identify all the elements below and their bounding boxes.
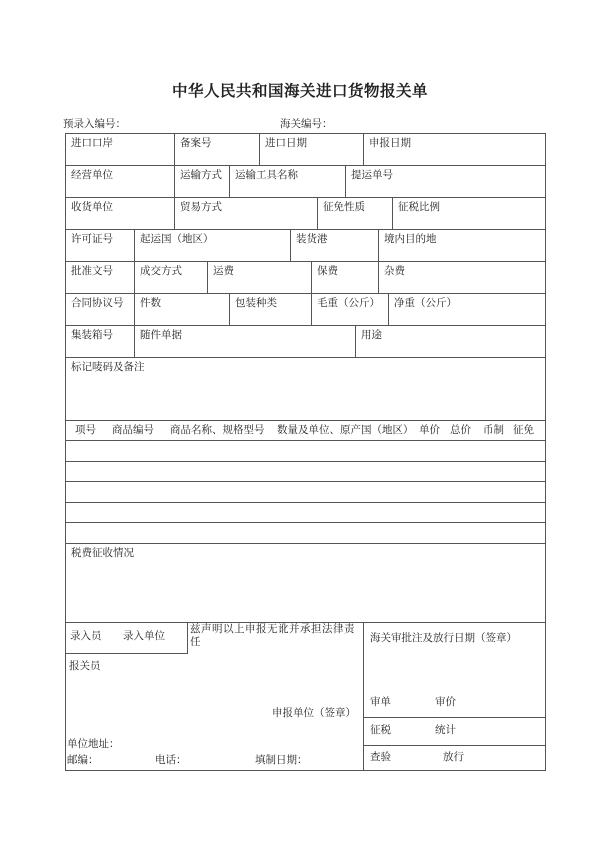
field-label: 毛重（公斤）: [317, 297, 380, 309]
address-label: 单位地址：: [67, 738, 120, 750]
field-insurance[interactable]: [311, 261, 379, 294]
field-misc-fee[interactable]: [378, 261, 546, 294]
col-exemption: 征免: [513, 424, 534, 436]
field-label: 起运国（地区）: [140, 233, 214, 245]
field-import-date[interactable]: [259, 133, 364, 166]
field-label: 批准文号: [71, 265, 113, 277]
review-price-label: 审价: [435, 696, 456, 708]
field-approval-no[interactable]: [65, 261, 135, 294]
field-label: 收货单位: [71, 201, 113, 213]
field-port[interactable]: [65, 133, 175, 166]
field-tax-ratio[interactable]: [392, 197, 546, 230]
field-trade-mode[interactable]: [174, 197, 318, 230]
customs-approval-label: 海关审批注及放行日期（签章）: [370, 632, 517, 644]
col-currency: 币制: [483, 424, 504, 436]
fill-date-label: 填制日期：: [255, 754, 308, 766]
field-origin-country[interactable]: [134, 229, 291, 262]
field-net-weight[interactable]: [388, 293, 546, 326]
field-label: 装货港: [296, 233, 328, 245]
field-label: 进口口岸: [71, 137, 113, 149]
review-doc-label: 审单: [370, 696, 391, 708]
entry-clerk-label: 录入员: [70, 630, 102, 642]
form-row: [65, 440, 546, 462]
pre-entry-no-label: 预录入编号：: [63, 118, 126, 130]
field-declare-date[interactable]: [363, 133, 546, 166]
field-label: 标记唛码及备注: [71, 361, 145, 373]
inspection-label: 查验: [370, 751, 391, 763]
field-label: 成交方式: [140, 265, 182, 277]
divider: [363, 622, 364, 770]
col-quantity-origin: 数量及单位、原产国（地区）: [277, 424, 414, 436]
field-freight[interactable]: [207, 261, 312, 294]
field-label: 杂费: [384, 265, 405, 277]
field-license-no[interactable]: [65, 229, 135, 262]
field-label: 包装种类: [235, 297, 277, 309]
field-label: 进口日期: [265, 137, 307, 149]
form-row: [65, 502, 546, 523]
field-label: 备案号: [180, 137, 212, 149]
field-deal-mode[interactable]: [134, 261, 208, 294]
field-destination[interactable]: [378, 229, 546, 262]
form-row: [65, 461, 546, 482]
field-operator[interactable]: [65, 165, 175, 198]
field-label: 税费征收情况: [71, 547, 134, 559]
statistics-label: 统计: [435, 724, 456, 736]
field-label: 保费: [317, 265, 338, 277]
field-record-no[interactable]: [174, 133, 260, 166]
broker-label: 报关员: [69, 660, 101, 672]
col-unit-price: 单价: [419, 424, 440, 436]
field-label: 运输方式: [180, 169, 222, 181]
field-label: 提运单号: [351, 169, 393, 181]
field-bill-no[interactable]: [345, 165, 546, 198]
field-documents[interactable]: [134, 325, 356, 358]
field-transport-mode[interactable]: [174, 165, 230, 198]
field-consignee[interactable]: [65, 197, 175, 230]
field-package-type[interactable]: [229, 293, 312, 326]
field-label: 用途: [361, 329, 382, 341]
divider: [363, 745, 545, 746]
release-label: 放行: [443, 751, 464, 763]
phone-label: 电话：: [155, 754, 187, 766]
page-title: 中华人民共和国海关进口货物报关单: [171, 81, 428, 100]
levy-tax-label: 征税: [370, 724, 391, 736]
col-item-no: 项号: [75, 424, 96, 436]
field-label: 集装箱号: [71, 329, 113, 341]
form-row: [65, 481, 546, 503]
field-tax-status[interactable]: [65, 543, 546, 623]
declaration-statement: 兹声明以上申报无讹并承担法律责任: [190, 623, 355, 648]
field-pieces[interactable]: [134, 293, 230, 326]
field-label: 件数: [140, 297, 161, 309]
field-label: 合同协议号: [71, 297, 124, 309]
field-label: 运输工具名称: [235, 169, 298, 181]
field-label: 随件单据: [140, 329, 182, 341]
col-total-price: 总价: [450, 424, 471, 436]
col-commodity-code: 商品编号: [112, 424, 154, 436]
field-usage[interactable]: [355, 325, 546, 358]
field-exemption-nature[interactable]: [317, 197, 393, 230]
divider: [187, 622, 188, 653]
field-vehicle-name[interactable]: [229, 165, 346, 198]
divider: [363, 717, 545, 718]
customs-no-label: 海关编号：: [280, 118, 333, 130]
field-label: 境内目的地: [384, 233, 437, 245]
field-label: 贸易方式: [180, 201, 222, 213]
field-label: 征免性质: [323, 201, 365, 213]
field-label: 净重（公斤）: [394, 297, 457, 309]
field-label: 申报日期: [369, 137, 411, 149]
declarant-seal-label: 申报单位（签章）: [272, 707, 356, 719]
postcode-label: 邮编：: [67, 754, 99, 766]
field-label: 经营单位: [71, 169, 113, 181]
entry-unit-label: 录入单位: [123, 630, 165, 642]
field-label: 许可证号: [71, 233, 113, 245]
col-commodity-name: 商品名称、规格型号: [170, 424, 265, 436]
field-contract-no[interactable]: [65, 293, 135, 326]
field-marks[interactable]: [65, 357, 546, 421]
form-row: [65, 522, 546, 544]
field-label: 运费: [213, 265, 234, 277]
field-label: 征税比例: [398, 201, 440, 213]
field-gross-weight[interactable]: [311, 293, 389, 326]
field-loading-port[interactable]: [290, 229, 379, 262]
field-container-no[interactable]: [65, 325, 135, 358]
